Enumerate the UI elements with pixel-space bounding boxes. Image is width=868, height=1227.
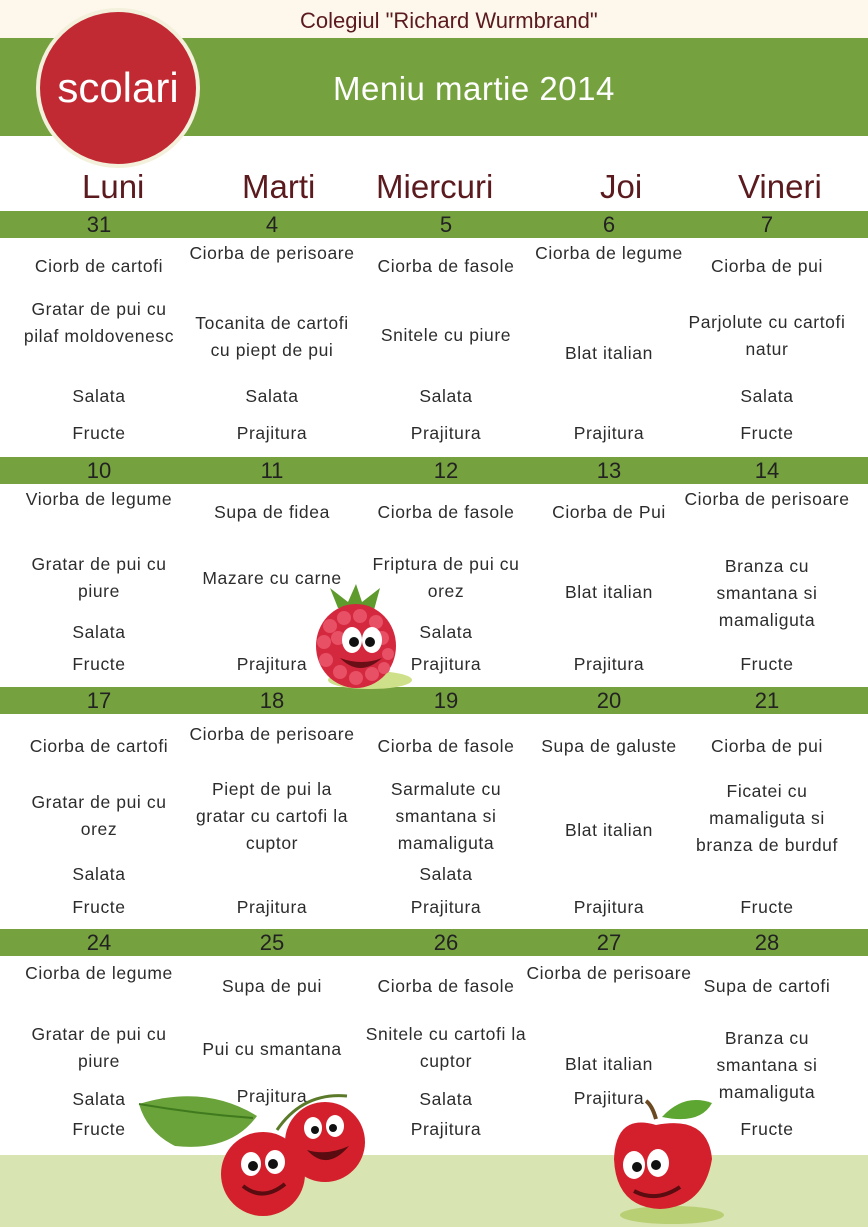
date-number: 5 xyxy=(439,212,453,237)
menu-item: Salata xyxy=(72,1089,126,1109)
date-number: 17 xyxy=(86,688,112,713)
menu-item: Prajitura xyxy=(410,423,482,443)
page-title: Meniu martie 2014 xyxy=(333,70,615,107)
date-number: 13 xyxy=(596,458,622,483)
menu-item: Ciorba de perisoare xyxy=(189,243,355,263)
menu-item: Ciorba de legume xyxy=(25,963,173,983)
menu-item: Ciorba de pui xyxy=(711,736,823,756)
menu-item: Fructe xyxy=(740,654,794,674)
menu-item: Fructe xyxy=(72,1119,126,1139)
menu-item: Prajitura xyxy=(573,654,645,674)
menu-item: Mazare cu carne xyxy=(202,568,342,588)
cherries-illustration xyxy=(135,1090,380,1227)
menu-item: Sarmalute cu smantana si mamaliguta xyxy=(390,779,502,853)
date-number: 28 xyxy=(754,930,780,955)
date-number: 18 xyxy=(259,688,285,713)
apple-illustration xyxy=(600,1095,740,1227)
day-header: Joi xyxy=(600,168,643,205)
menu-item: Tocanita de cartofi cu piept de pui xyxy=(195,313,349,360)
menu-item: Prajitura xyxy=(236,897,308,917)
date-number: 6 xyxy=(602,212,616,237)
date-number: 7 xyxy=(760,212,774,237)
day-header: Marti xyxy=(242,168,316,205)
school-name: Colegiul "Richard Wurmbrand" xyxy=(300,8,598,33)
menu-item: Salata xyxy=(245,386,299,406)
menu-item: Prajitura xyxy=(573,897,645,917)
menu-item: Viorba de legume xyxy=(25,489,173,509)
menu-item: Gratar de pui cu piure xyxy=(31,554,167,601)
menu-item: Salata xyxy=(72,386,126,406)
menu-item: Blat italian xyxy=(565,582,653,602)
menu-item: Ciorba de fasole xyxy=(377,976,515,996)
badge xyxy=(36,8,200,168)
menu-item: Prajitura xyxy=(236,423,308,443)
menu-item: Snitele cu piure xyxy=(380,325,512,345)
menu-item: Pui cu smantana xyxy=(202,1039,342,1059)
menu-item: Supa de galuste xyxy=(541,736,677,756)
menu-item: Blat italian xyxy=(565,820,653,840)
date-number: 19 xyxy=(433,688,459,713)
menu-item: Ciorba de perisoare xyxy=(526,963,692,983)
menu-item: Fructe xyxy=(72,423,126,443)
menu-item: Ficatei cu mamaliguta si branza de burduf xyxy=(696,781,838,855)
menu-item: Fructe xyxy=(740,897,794,917)
menu-item: Ciorba de legume xyxy=(535,243,683,263)
menu-item: Ciorba de perisoare xyxy=(189,724,355,744)
menu-item: Ciorba de perisoare xyxy=(684,489,850,509)
menu-item: Fructe xyxy=(72,654,126,674)
menu-item: Piept de pui la gratar cu cartofi la cuptor xyxy=(195,779,349,853)
menu-item: Prajitura xyxy=(410,1119,482,1139)
menu-item: Salata xyxy=(419,864,473,884)
menu-item: Ciorba de cartofi xyxy=(29,736,169,756)
date-number: 14 xyxy=(754,458,780,483)
menu-item: Prajitura xyxy=(410,897,482,917)
menu-item: Prajitura xyxy=(236,654,308,674)
date-number: 31 xyxy=(86,212,112,237)
menu-item: Supa de cartofi xyxy=(703,976,831,996)
menu-item: Gratar de pui cu pilaf moldovenesc xyxy=(23,299,175,346)
menu-item: Branza cu smantana si mamaliguta xyxy=(716,1028,818,1102)
day-header: Vineri xyxy=(738,168,822,205)
menu-item: Branza cu smantana si mamaliguta xyxy=(716,556,818,630)
date-number: 27 xyxy=(596,930,622,955)
menu-item: Ciorba de fasole xyxy=(377,502,515,522)
day-header: Luni xyxy=(82,168,145,205)
menu-item: Salata xyxy=(419,622,473,642)
badge-label: scolari xyxy=(57,64,179,111)
menu-item: Supa de pui xyxy=(221,976,322,996)
raspberry-illustration xyxy=(300,580,415,702)
menu-item: Ciorba de pui xyxy=(711,256,823,276)
date-number: 24 xyxy=(86,930,112,955)
menu-item: Salata xyxy=(72,622,126,642)
menu-item: Salata xyxy=(72,864,126,884)
menu-item: Prajitura xyxy=(236,1086,308,1106)
menu-item: Blat italian xyxy=(565,343,653,363)
menu-item: Gratar de pui cu piure xyxy=(31,1024,167,1071)
date-number: 4 xyxy=(265,212,279,237)
menu-item: Gratar de pui cu orez xyxy=(31,792,167,839)
menu-item: Parjolute cu cartofi natur xyxy=(688,312,846,359)
menu-item: Supa de fidea xyxy=(214,502,330,522)
menu-item: Fructe xyxy=(740,423,794,443)
menu-item: Salata xyxy=(740,386,794,406)
date-number: 21 xyxy=(754,688,780,713)
menu-item: Prajitura xyxy=(410,654,482,674)
date-number: 26 xyxy=(433,930,459,955)
menu-item: Fructe xyxy=(72,897,126,917)
menu-item: Blat italian xyxy=(565,1054,653,1074)
menu-item: Ciorb de cartofi xyxy=(34,256,164,276)
date-number: 20 xyxy=(596,688,622,713)
menu-item: Prajitura xyxy=(573,423,645,443)
date-number: 25 xyxy=(259,930,285,955)
menu-item: Fructe xyxy=(740,1119,794,1139)
menu-item: Salata xyxy=(419,386,473,406)
date-number: 12 xyxy=(433,458,459,483)
menu-item: Ciorba de fasole xyxy=(377,736,515,756)
date-number: 11 xyxy=(260,458,284,483)
menu-item: Ciorba de Pui xyxy=(552,502,666,522)
date-number: 10 xyxy=(86,458,112,483)
menu-item: Salata xyxy=(419,1089,473,1109)
menu-item: Friptura de pui cu orez xyxy=(372,554,520,601)
day-header: Miercuri xyxy=(376,168,494,205)
menu-item: Snitele cu cartofi la cuptor xyxy=(365,1024,527,1071)
menu-item: Prajitura xyxy=(573,1088,645,1108)
menu-item: Ciorba de fasole xyxy=(377,256,515,276)
